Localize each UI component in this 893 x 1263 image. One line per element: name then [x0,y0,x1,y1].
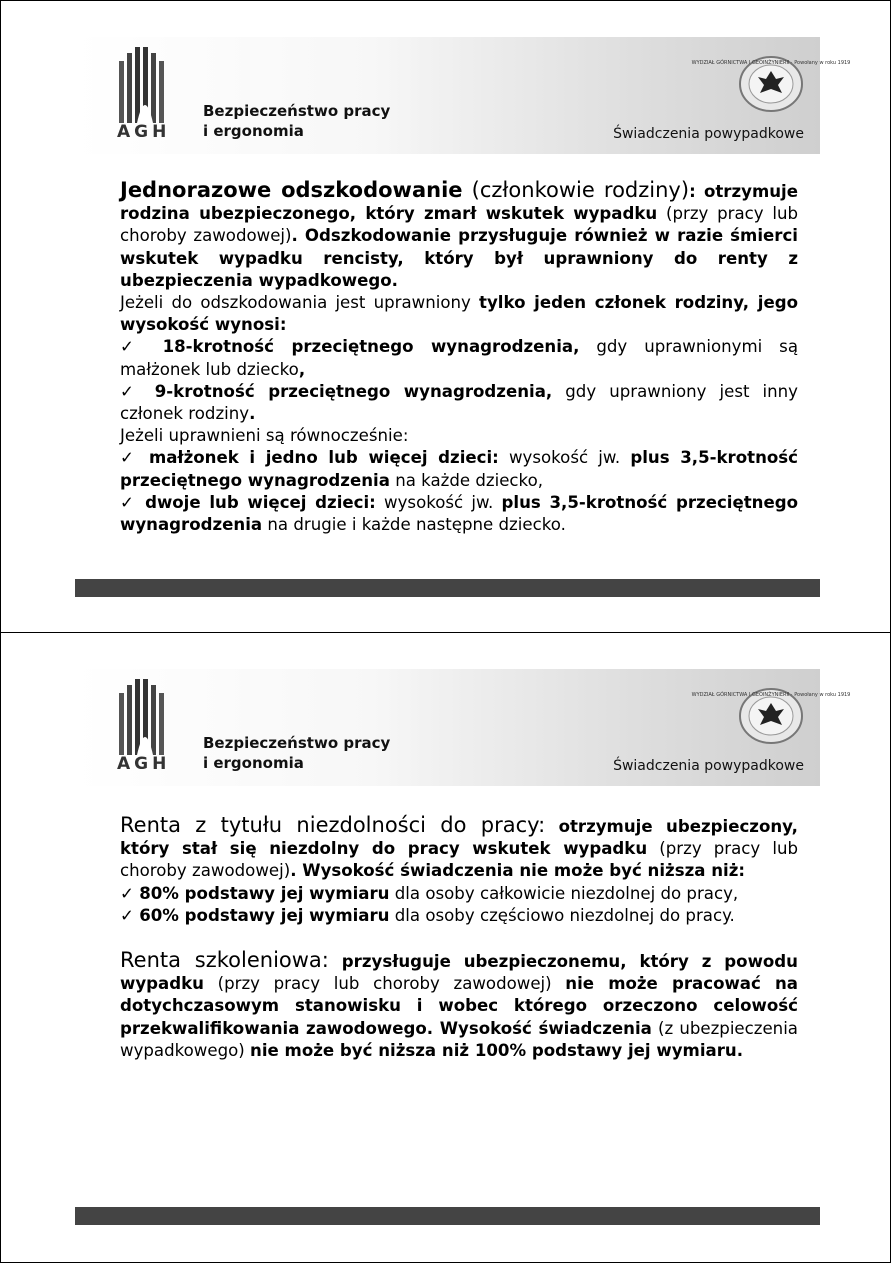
text-run: Renta szkoleniowa: [120,948,329,973]
text-run: ✓ [120,492,146,512]
text-run: ✓ [120,905,140,925]
course-title-line2: i ergonomia [203,754,304,772]
paragraph [120,425,798,447]
slide-body [120,179,798,536]
faculty-seal-icon [691,687,851,745]
text-run: tylko jeden członek rodziny, jego wysokość wynosi: [120,293,798,335]
text-run: 9-krotność przeciętnego wynagrodzenia, [154,381,553,401]
text-run: wysokość jw. [498,448,631,468]
text-run: (przy pracy lub choroby zawodowej) [120,839,799,881]
slide-2 [0,632,891,1263]
text-run: . Wysokość świadczenia nie może być niższa niż: [290,861,746,881]
paragraph [120,883,798,905]
text-run: (z ubezpieczenia wypadkowego) [120,1018,798,1060]
text-run: ✓ [120,883,140,903]
slide-header [75,37,851,154]
seal-text: WYDZIAŁ GÓRNICTWA I GEOINŻYNIERII · Powołany w roku 1919 [691,60,851,66]
text-run: . Odszkodowanie przysługuje również w razie śmierci wskutek wypadku rencisty, który był uprawniony do renty z ubezpieczenia wypadkowego. [120,226,798,290]
paragraph [120,814,798,883]
course-title-line1: Bezpieczeństwo pracy [203,102,391,120]
text-run: 18-krotność przeciętnego wynagrodzenia, [162,337,580,357]
text-run: ✓ [120,448,149,468]
text-run: ✓ [120,381,155,401]
paragraph [120,381,798,425]
paragraph [120,492,798,536]
text-run: dwoje lub więcej dzieci: [145,492,376,512]
text-run: na drugie i każde następne dziecko. [262,515,566,535]
seal-text: WYDZIAŁ GÓRNICTWA I GEOINŻYNIERII · Powołany w roku 1919 [691,692,851,698]
text-run: , [298,359,306,379]
faculty-seal-icon [691,55,851,113]
course-title [203,733,390,773]
text-run: gdy uprawniony jest inny członek rodziny [120,381,798,424]
text-run: otrzymuje ubezpieczony, który stał się niezdolny do pracy wskutek wypadku [120,817,798,859]
text-run: Renta z tytułu niezdolności do pracy: [120,813,546,837]
text-run: nie może być niższa niż 100% podstawy jej wymiaru. [250,1040,743,1060]
text-run: Jednorazowe odszkodowanie [120,178,463,202]
text-run: (przy pracy lub choroby zawodowej) [120,204,799,246]
course-title [203,101,390,141]
section-title: Świadczenia powypadkowe [613,758,804,774]
text-run: ✓ [120,337,163,357]
logo-text: AGH [117,754,171,774]
logo-text: AGH [117,122,171,142]
text-run: Jeżeli uprawnieni są równocześnie: [120,426,409,446]
paragraph [120,179,798,292]
section-title: Świadczenia powypadkowe [613,126,804,142]
text-run: (członkowie rodziny) [462,178,690,202]
text-run: . [249,404,256,424]
text-run: 60% podstawy jej wymiaru [139,905,390,925]
course-title-line2: i ergonomia [203,122,304,140]
text-run: 80% podstawy jej wymiaru [139,883,390,903]
text-run: dla osoby całkowicie niezdolnej do pracy, [389,883,739,903]
text-run: na każde dziecko, [389,470,544,490]
text-run: plus 3,5-krotność przeciętnego wynagrodzenia [120,492,799,535]
text-run: wysokość jw. [375,492,502,512]
slide-header [75,669,851,786]
paragraph [120,336,798,380]
paragraph [120,905,798,927]
slide-body [120,814,798,1062]
footer-bar [75,1207,820,1225]
text-run: przysługuje ubezpieczonemu, który z powodu wypadku [120,952,798,994]
paragraph [120,447,798,491]
course-title-line1: Bezpieczeństwo pracy [203,734,391,752]
paragraph [120,949,798,1062]
text-run: plus 3,5-krotność przeciętnego wynagrodzenia [120,448,798,490]
footer-bar [75,579,820,597]
text-run: dla osoby częściowo niezdolnej do pracy. [389,905,735,925]
text-run: gdy uprawnionymi są małżonek lub dziecko [120,337,798,379]
text-run: małżonek i jedno lub więcej dzieci: [148,448,499,468]
text-run: nie może pracować na dotychczasowym stanowisku i wobec którego orzeczono celowość przekwalifikowania zawodowego. Wysokość świadczenia [120,974,799,1038]
text-run: : otrzymuje rodzina ubezpieczonego, który zmarł wskutek wypadku [120,182,798,224]
paragraph [120,292,798,336]
text-run: Jeżeli do odszkodowania jest uprawniony [120,293,480,313]
text-run: (przy pracy lub choroby zawodowej) [203,974,566,994]
paragraph-gap [120,927,798,949]
